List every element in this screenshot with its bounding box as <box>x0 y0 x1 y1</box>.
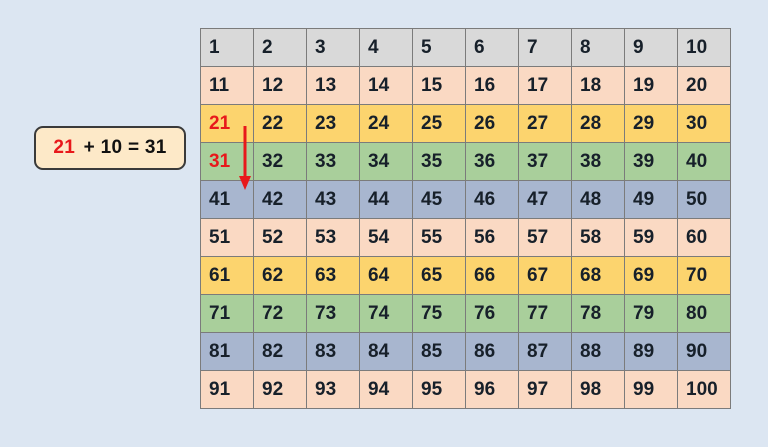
chart-cell[interactable] <box>254 181 307 219</box>
chart-cell-value: 33 <box>315 150 337 172</box>
chart-cell-value: 83 <box>315 340 337 362</box>
chart-cell[interactable] <box>678 295 731 333</box>
equation-callout <box>34 126 186 170</box>
chart-cell-value: 76 <box>474 302 496 324</box>
chart-cell[interactable] <box>201 257 254 295</box>
chart-cell-value: 40 <box>686 150 708 172</box>
chart-cell-value: 70 <box>686 264 708 286</box>
chart-cell[interactable] <box>201 295 254 333</box>
chart-cell[interactable] <box>413 67 466 105</box>
chart-cell[interactable] <box>201 371 254 409</box>
chart-cell[interactable] <box>307 257 360 295</box>
chart-cell[interactable] <box>466 371 519 409</box>
chart-cell[interactable] <box>519 333 572 371</box>
chart-cell[interactable] <box>201 67 254 105</box>
chart-cell-value: 72 <box>262 302 284 324</box>
chart-cell-value: 7 <box>527 36 538 58</box>
chart-cell-value: 87 <box>527 340 549 362</box>
chart-cell-value: 79 <box>633 302 655 324</box>
chart-cell-value: 89 <box>633 340 655 362</box>
chart-cell-value: 1 <box>209 36 220 58</box>
chart-cell-value: 4 <box>368 36 379 58</box>
chart-cell-value: 36 <box>474 150 496 172</box>
chart-cell-value: 96 <box>474 378 496 400</box>
chart-cell[interactable] <box>572 371 625 409</box>
chart-cell[interactable] <box>307 105 360 143</box>
chart-cell[interactable] <box>466 257 519 295</box>
chart-cell[interactable] <box>519 219 572 257</box>
chart-cell-value: 65 <box>421 264 443 286</box>
chart-cell[interactable] <box>678 257 731 295</box>
chart-cell-value: 58 <box>580 226 602 248</box>
chart-cell[interactable] <box>519 181 572 219</box>
chart-row <box>201 29 731 67</box>
chart-cell[interactable] <box>678 143 731 181</box>
chart-cell-value: 22 <box>262 112 284 134</box>
chart-cell-value: 48 <box>580 188 602 210</box>
chart-cell-value: 27 <box>527 112 549 134</box>
chart-cell[interactable] <box>519 143 572 181</box>
chart-cell-value: 85 <box>421 340 443 362</box>
chart-row <box>201 143 731 181</box>
chart-cell[interactable] <box>360 67 413 105</box>
chart-cell[interactable] <box>307 143 360 181</box>
chart-cell-value: 71 <box>209 302 231 324</box>
chart-cell-value: 57 <box>527 226 549 248</box>
chart-cell-value: 21 <box>209 112 231 134</box>
chart-cell-value: 6 <box>474 36 485 58</box>
chart-cell-value: 82 <box>262 340 284 362</box>
chart-cell[interactable] <box>360 295 413 333</box>
chart-cell[interactable] <box>678 333 731 371</box>
chart-cell[interactable] <box>678 219 731 257</box>
chart-cell-value: 64 <box>368 264 390 286</box>
chart-cell[interactable] <box>360 257 413 295</box>
chart-cell-value: 15 <box>421 74 443 96</box>
chart-cell[interactable] <box>307 67 360 105</box>
chart-cell[interactable] <box>201 143 254 181</box>
chart-cell-value: 32 <box>262 150 284 172</box>
chart-cell-value: 28 <box>580 112 602 134</box>
chart-cell[interactable] <box>678 67 731 105</box>
chart-cell-value: 41 <box>209 188 231 210</box>
chart-cell-value: 69 <box>633 264 655 286</box>
chart-cell[interactable] <box>360 143 413 181</box>
chart-cell-value: 73 <box>315 302 337 324</box>
chart-cell-value: 10 <box>686 36 708 58</box>
chart-cell[interactable] <box>625 105 678 143</box>
chart-cell[interactable] <box>307 333 360 371</box>
chart-cell[interactable] <box>519 29 572 67</box>
chart-cell-value: 19 <box>633 74 655 96</box>
chart-cell-value: 66 <box>474 264 496 286</box>
chart-cell[interactable] <box>572 105 625 143</box>
chart-cell-value: 39 <box>633 150 655 172</box>
chart-cell[interactable] <box>466 219 519 257</box>
chart-cell-value: 77 <box>527 302 549 324</box>
chart-cell[interactable] <box>519 371 572 409</box>
chart-cell[interactable] <box>572 67 625 105</box>
equation-rest-text: + 10 = 31 <box>78 137 167 158</box>
chart-row <box>201 67 731 105</box>
chart-cell-value: 75 <box>421 302 443 324</box>
chart-cell[interactable] <box>625 67 678 105</box>
chart-cell[interactable] <box>254 219 307 257</box>
chart-cell-value: 95 <box>421 378 443 400</box>
chart-cell-value: 94 <box>368 378 390 400</box>
chart-cell-value: 60 <box>686 226 708 248</box>
chart-cell-value: 46 <box>474 188 496 210</box>
chart-cell[interactable] <box>625 143 678 181</box>
chart-cell[interactable] <box>307 219 360 257</box>
chart-cell[interactable] <box>254 257 307 295</box>
chart-cell[interactable] <box>307 29 360 67</box>
chart-cell-value: 74 <box>368 302 390 324</box>
chart-cell[interactable] <box>572 333 625 371</box>
chart-cell-value: 97 <box>527 378 549 400</box>
chart-cell-value: 91 <box>209 378 231 400</box>
chart-cell[interactable] <box>413 143 466 181</box>
chart-cell-value: 5 <box>421 36 432 58</box>
chart-cell-value: 68 <box>580 264 602 286</box>
chart-cell-value: 99 <box>633 378 655 400</box>
chart-cell[interactable] <box>360 219 413 257</box>
chart-cell[interactable] <box>307 181 360 219</box>
chart-cell[interactable] <box>466 181 519 219</box>
chart-cell-value: 56 <box>474 226 496 248</box>
chart-row <box>201 333 731 371</box>
chart-cell[interactable] <box>572 257 625 295</box>
chart-cell[interactable] <box>519 67 572 105</box>
chart-cell[interactable] <box>625 257 678 295</box>
chart-cell-value: 54 <box>368 226 390 248</box>
chart-cell[interactable] <box>625 181 678 219</box>
chart-cell[interactable] <box>678 29 731 67</box>
chart-cell[interactable] <box>201 333 254 371</box>
chart-cell-value: 61 <box>209 264 231 286</box>
chart-cell-value: 23 <box>315 112 337 134</box>
hundred-chart <box>200 28 731 409</box>
chart-cell[interactable] <box>466 143 519 181</box>
chart-row <box>201 257 731 295</box>
chart-cell-value: 17 <box>527 74 549 96</box>
chart-row <box>201 295 731 333</box>
chart-cell[interactable] <box>625 333 678 371</box>
chart-cell-value: 88 <box>580 340 602 362</box>
chart-cell[interactable] <box>413 295 466 333</box>
chart-cell-value: 24 <box>368 112 390 134</box>
chart-cell-value: 29 <box>633 112 655 134</box>
chart-cell[interactable] <box>413 333 466 371</box>
chart-cell-value: 80 <box>686 302 708 324</box>
chart-cell-value: 18 <box>580 74 602 96</box>
equation-operand-highlight: 21 <box>53 137 76 158</box>
chart-cell-value: 100 <box>686 378 718 400</box>
chart-row <box>201 105 731 143</box>
chart-cell[interactable] <box>201 29 254 67</box>
chart-cell-value: 31 <box>209 150 231 172</box>
chart-cell-value: 86 <box>474 340 496 362</box>
chart-cell-value: 3 <box>315 36 326 58</box>
chart-cell-value: 62 <box>262 264 284 286</box>
chart-cell-value: 98 <box>580 378 602 400</box>
chart-cell[interactable] <box>519 257 572 295</box>
chart-cell[interactable] <box>201 219 254 257</box>
chart-cell-value: 53 <box>315 226 337 248</box>
chart-cell[interactable] <box>466 295 519 333</box>
chart-cell[interactable] <box>254 105 307 143</box>
chart-cell-value: 92 <box>262 378 284 400</box>
chart-cell[interactable] <box>254 333 307 371</box>
chart-cell-value: 26 <box>474 112 496 134</box>
chart-cell-value: 59 <box>633 226 655 248</box>
chart-cell-value: 30 <box>686 112 708 134</box>
chart-cell[interactable] <box>307 295 360 333</box>
chart-cell-value: 16 <box>474 74 496 96</box>
chart-cell[interactable] <box>678 371 731 409</box>
chart-cell-value: 12 <box>262 74 284 96</box>
chart-cell[interactable] <box>466 67 519 105</box>
chart-cell-value: 50 <box>686 188 708 210</box>
chart-cell[interactable] <box>625 371 678 409</box>
chart-cell[interactable] <box>572 219 625 257</box>
chart-cell[interactable] <box>572 295 625 333</box>
chart-cell-value: 63 <box>315 264 337 286</box>
chart-cell[interactable] <box>254 143 307 181</box>
chart-cell-value: 55 <box>421 226 443 248</box>
chart-cell[interactable] <box>466 333 519 371</box>
chart-cell[interactable] <box>678 181 731 219</box>
chart-cell[interactable] <box>413 29 466 67</box>
chart-cell-value: 25 <box>421 112 443 134</box>
chart-cell[interactable] <box>466 29 519 67</box>
chart-cell[interactable] <box>572 143 625 181</box>
chart-cell-value: 37 <box>527 150 549 172</box>
chart-cell[interactable] <box>413 219 466 257</box>
chart-cell[interactable] <box>360 371 413 409</box>
chart-cell-value: 49 <box>633 188 655 210</box>
chart-cell[interactable] <box>360 29 413 67</box>
chart-cell-value: 81 <box>209 340 231 362</box>
chart-cell-value: 47 <box>527 188 549 210</box>
chart-cell-value: 8 <box>580 36 591 58</box>
chart-cell[interactable] <box>413 257 466 295</box>
chart-cell-value: 52 <box>262 226 284 248</box>
chart-cell-value: 51 <box>209 226 231 248</box>
chart-cell-value: 78 <box>580 302 602 324</box>
hundred-chart-body <box>201 29 731 409</box>
chart-cell[interactable] <box>254 29 307 67</box>
chart-cell[interactable] <box>413 181 466 219</box>
chart-cell[interactable] <box>519 295 572 333</box>
chart-cell[interactable] <box>572 29 625 67</box>
chart-cell[interactable] <box>572 181 625 219</box>
chart-cell-value: 20 <box>686 74 708 96</box>
chart-cell-value: 90 <box>686 340 708 362</box>
chart-cell[interactable] <box>201 105 254 143</box>
chart-cell[interactable] <box>307 371 360 409</box>
chart-cell-value: 9 <box>633 36 644 58</box>
chart-cell-value: 34 <box>368 150 390 172</box>
chart-cell-value: 84 <box>368 340 390 362</box>
chart-cell-value: 93 <box>315 378 337 400</box>
chart-cell-value: 14 <box>368 74 390 96</box>
chart-cell-value: 2 <box>262 36 273 58</box>
chart-cell[interactable] <box>254 295 307 333</box>
chart-cell[interactable] <box>201 181 254 219</box>
chart-cell[interactable] <box>519 105 572 143</box>
chart-cell-value: 35 <box>421 150 443 172</box>
chart-cell-value: 43 <box>315 188 337 210</box>
chart-cell-value: 67 <box>527 264 549 286</box>
chart-cell[interactable] <box>466 105 519 143</box>
chart-cell-value: 11 <box>209 74 230 96</box>
chart-cell-value: 13 <box>315 74 337 96</box>
chart-cell[interactable] <box>625 295 678 333</box>
chart-row <box>201 219 731 257</box>
chart-cell[interactable] <box>625 29 678 67</box>
chart-cell-value: 45 <box>421 188 443 210</box>
chart-cell[interactable] <box>254 371 307 409</box>
chart-cell[interactable] <box>413 105 466 143</box>
chart-cell[interactable] <box>413 371 466 409</box>
chart-cell[interactable] <box>360 105 413 143</box>
chart-row <box>201 181 731 219</box>
chart-cell-value: 42 <box>262 188 284 210</box>
chart-cell[interactable] <box>254 67 307 105</box>
chart-row <box>201 371 731 409</box>
chart-cell[interactable] <box>625 219 678 257</box>
chart-cell-value: 38 <box>580 150 602 172</box>
chart-cell-value: 44 <box>368 188 390 210</box>
chart-cell[interactable] <box>678 105 731 143</box>
chart-cell[interactable] <box>360 333 413 371</box>
chart-cell[interactable] <box>360 181 413 219</box>
